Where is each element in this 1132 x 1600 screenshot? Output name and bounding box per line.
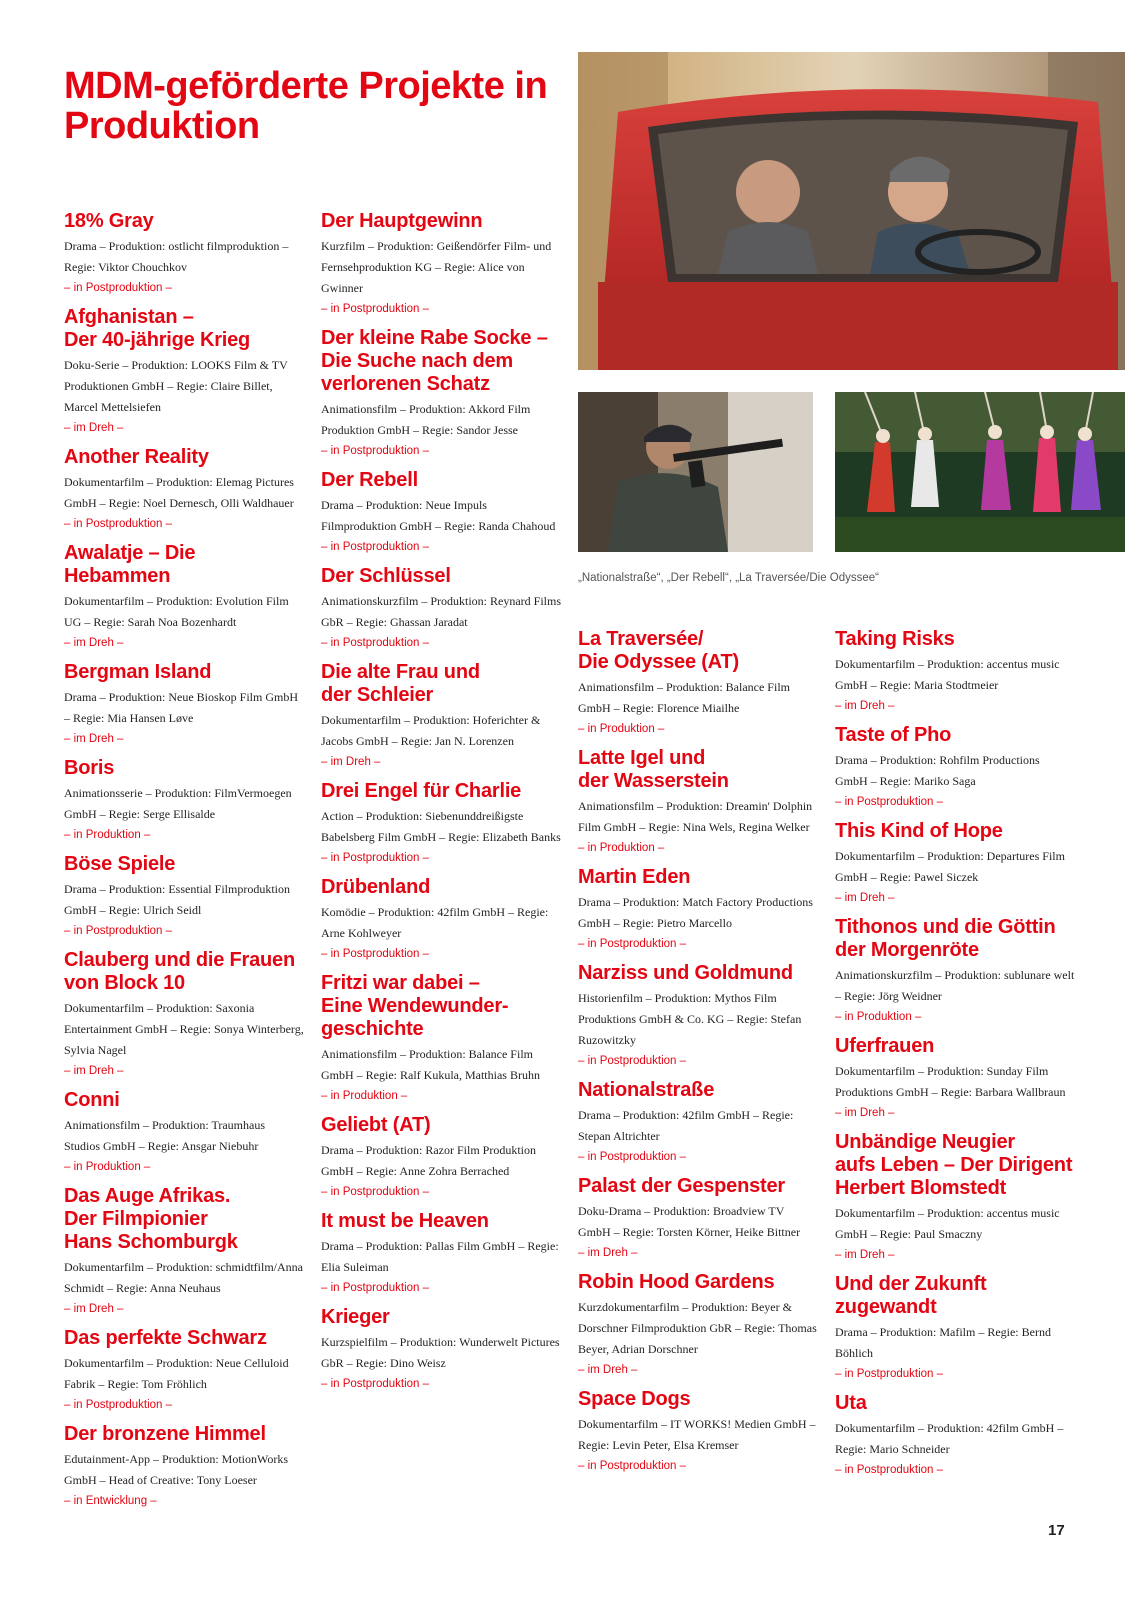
project-status: – in Postproduktion – bbox=[64, 518, 173, 530]
project-entry bbox=[321, 661, 561, 772]
project-title: La Traversée/ Die Odyssee (AT) bbox=[578, 628, 739, 673]
project-title: Das perfekte Schwarz bbox=[64, 1327, 267, 1349]
project-status: – im Dreh – bbox=[64, 637, 124, 649]
project-title: Uta bbox=[835, 1392, 867, 1414]
project-description: Animationskurzfilm – Produktion: sublunare welt – Regie: Jörg Weidner bbox=[835, 968, 1075, 1003]
project-description: Animationsfilm – Produktion: Akkord Film Produktion GmbH – Regie: Sandor Jesse bbox=[321, 402, 531, 437]
project-description: Drama – Produktion: Mafilm – Regie: Bernd Böhlich bbox=[835, 1325, 1051, 1360]
project-description: Dokumentarfilm – Produktion: Saxonia Entertainment GmbH – Regie: Sonya Winterberg, Sylvia Nagel bbox=[64, 1001, 304, 1057]
project-entry bbox=[64, 210, 304, 298]
project-entry bbox=[321, 469, 561, 557]
project-description: Drama – Produktion: Rohfilm Productions GmbH – Regie: Mariko Saga bbox=[835, 753, 1040, 788]
photo-rebel-scene bbox=[578, 392, 813, 552]
project-entry bbox=[64, 446, 304, 534]
page-title: MDM-geförderte Projekte in Produktion bbox=[64, 65, 548, 147]
project-description: Dokumentarfilm – Produktion: Sunday Film Produktions GmbH – Regie: Barbara Wallbraun bbox=[835, 1064, 1066, 1099]
project-entry bbox=[835, 628, 1075, 716]
project-title: Das Auge Afrikas. Der Filmpionier Hans Schomburgk bbox=[64, 1185, 238, 1253]
project-entry bbox=[578, 1175, 818, 1263]
project-status: – in Entwicklung – bbox=[64, 1495, 157, 1507]
project-entry bbox=[321, 972, 561, 1106]
project-entry bbox=[64, 1423, 304, 1511]
project-status: – im Dreh – bbox=[578, 1364, 638, 1376]
project-entry bbox=[64, 661, 304, 749]
photo-car-scene bbox=[578, 52, 1125, 370]
project-column-1 bbox=[64, 210, 304, 1519]
project-entry bbox=[578, 1079, 818, 1167]
project-entry bbox=[64, 1327, 304, 1415]
project-description: Historienfilm – Produktion: Mythos Film Produktions GmbH & Co. KG – Regie: Stefan Ruzowitzky bbox=[578, 991, 802, 1047]
project-entry bbox=[578, 747, 818, 858]
project-status: – im Dreh – bbox=[64, 1065, 124, 1077]
rebel-scene-image bbox=[578, 392, 813, 552]
project-status: – in Postproduktion – bbox=[578, 1055, 687, 1067]
project-status: – im Dreh – bbox=[835, 700, 895, 712]
project-description: Animationsfilm – Produktion: Balance Film GmbH – Regie: Florence Miailhe bbox=[578, 680, 790, 715]
project-description: Dokumentarfilm – Produktion: Hoferichter & Jacobs GmbH – Regie: Jan N. Lorenzen bbox=[321, 713, 541, 748]
project-status: – in Produktion – bbox=[578, 723, 665, 735]
project-status: – in Produktion – bbox=[64, 1161, 151, 1173]
project-title: Narziss und Goldmund bbox=[578, 962, 793, 984]
photo-caption: „Nationalstraße“, „Der Rebell“, „La Traversée/Die Odyssee“ bbox=[578, 572, 880, 584]
project-entry bbox=[64, 1089, 304, 1177]
project-entry bbox=[64, 949, 304, 1081]
project-title: Bergman Island bbox=[64, 661, 212, 683]
project-status: – in Postproduktion – bbox=[578, 938, 687, 950]
project-entry bbox=[835, 916, 1075, 1027]
project-description: Dokumentarfilm – Produktion: Evolution Film UG – Regie: Sarah Noa Bozenhardt bbox=[64, 594, 289, 629]
project-title: Nationalstraße bbox=[578, 1079, 715, 1101]
project-title: Clauberg und die Frauen von Block 10 bbox=[64, 949, 295, 994]
project-column-3 bbox=[578, 628, 818, 1484]
project-status: – im Dreh – bbox=[835, 1249, 895, 1261]
project-title: Taking Risks bbox=[835, 628, 955, 650]
project-status: – in Postproduktion – bbox=[321, 948, 430, 960]
project-title: 18% Gray bbox=[64, 210, 154, 232]
project-status: – in Postproduktion – bbox=[835, 796, 944, 808]
project-description: Drama – Produktion: 42film GmbH – Regie: Stepan Altrichter bbox=[578, 1108, 794, 1143]
project-description: Animationskurzfilm – Produktion: Reynard Films GbR – Regie: Ghassan Jaradat bbox=[321, 594, 561, 629]
project-status: – im Dreh – bbox=[64, 1303, 124, 1315]
project-description: Dokumentarfilm – IT WORKS! Medien GmbH – Regie: Levin Peter, Elsa Kremser bbox=[578, 1417, 816, 1452]
project-status: – im Dreh – bbox=[835, 892, 895, 904]
project-description: Drama – Produktion: Neue Impuls Filmproduktion GmbH – Regie: Randa Chahoud bbox=[321, 498, 556, 533]
project-description: Action – Produktion: Siebenunddreißigste Babelsberg Film GmbH – Regie: Elizabeth Banks bbox=[321, 809, 561, 844]
odyssey-scene-image bbox=[835, 392, 1125, 552]
project-title: Martin Eden bbox=[578, 866, 691, 888]
project-title: It must be Heaven bbox=[321, 1210, 489, 1232]
project-title: Der Rebell bbox=[321, 469, 418, 491]
project-description: Animationsserie – Produktion: FilmVermoegen GmbH – Regie: Serge Ellisalde bbox=[64, 786, 292, 821]
project-description: Kurzdokumentarfilm – Produktion: Beyer & Dorschner Filmproduktion GbR – Regie: Thomas Beyer, Adrian Dorschner bbox=[578, 1300, 817, 1356]
project-title: Der Schlüssel bbox=[321, 565, 451, 587]
project-description: Animationsfilm – Produktion: Traumhaus Studios GmbH – Regie: Ansgar Niebuhr bbox=[64, 1118, 266, 1153]
project-entry bbox=[64, 757, 304, 845]
project-entry bbox=[835, 1273, 1075, 1384]
project-title: Taste of Pho bbox=[835, 724, 952, 746]
project-status: – im Dreh – bbox=[835, 1107, 895, 1119]
project-entry bbox=[321, 1306, 561, 1394]
project-title: Unbändige Neugier aufs Leben – Der Dirigent Herbert Blomstedt bbox=[835, 1131, 1073, 1199]
project-title: Awalatje – Die Hebammen bbox=[64, 542, 196, 587]
project-title: Another Reality bbox=[64, 446, 209, 468]
project-entry bbox=[321, 1210, 561, 1298]
project-entry bbox=[578, 866, 818, 954]
project-title: Robin Hood Gardens bbox=[578, 1271, 775, 1293]
project-status: – in Postproduktion – bbox=[835, 1464, 944, 1476]
project-status: – in Postproduktion – bbox=[321, 637, 430, 649]
project-column-4 bbox=[835, 628, 1075, 1488]
project-entry bbox=[578, 628, 818, 739]
project-entry bbox=[578, 962, 818, 1071]
project-entry bbox=[64, 306, 304, 438]
project-entry bbox=[578, 1388, 818, 1476]
project-title: Space Dogs bbox=[578, 1388, 691, 1410]
project-description: Doku-Serie – Produktion: LOOKS Film & TV Produktionen GmbH – Regie: Claire Billet, Marcel Mettelsiefen bbox=[64, 358, 288, 414]
project-description: Komödie – Produktion: 42film GmbH – Regie: Arne Kohlweyer bbox=[321, 905, 549, 940]
page-number: 17 bbox=[1048, 1522, 1065, 1539]
project-title: This Kind of Hope bbox=[835, 820, 1003, 842]
project-description: Edutainment-App – Produktion: MotionWorks GmbH – Head of Creative: Tony Loeser bbox=[64, 1452, 289, 1487]
project-status: – in Produktion – bbox=[321, 1090, 408, 1102]
project-title: Tithonos und die Göttin der Morgenröte bbox=[835, 916, 1056, 961]
project-title: Und der Zukunft zugewandt bbox=[835, 1273, 987, 1318]
project-description: Dokumentarfilm – Produktion: schmidtfilm/Anna Schmidt – Regie: Anna Neuhaus bbox=[64, 1260, 303, 1295]
project-description: Drama – Produktion: Pallas Film GmbH – Regie: Elia Suleiman bbox=[321, 1239, 559, 1274]
project-status: – in Postproduktion – bbox=[321, 445, 430, 457]
project-status: – im Dreh – bbox=[321, 756, 381, 768]
project-description: Kurzfilm – Produktion: Geißendörfer Film- und Fernsehproduktion KG – Regie: Alice von Gwinner bbox=[321, 239, 552, 295]
project-description: Drama – Produktion: Match Factory Productions GmbH – Regie: Pietro Marcello bbox=[578, 895, 813, 930]
project-title: Die alte Frau und der Schleier bbox=[321, 661, 480, 706]
project-entry bbox=[64, 542, 304, 653]
project-entry bbox=[835, 1035, 1075, 1123]
car-scene-image bbox=[578, 52, 1125, 370]
project-status: – in Postproduktion – bbox=[321, 1186, 430, 1198]
project-status: – in Produktion – bbox=[64, 829, 151, 841]
project-description: Dokumentarfilm – Produktion: accentus music GmbH – Regie: Paul Smaczny bbox=[835, 1206, 1060, 1241]
project-description: Kurzspielfilm – Produktion: Wunderwelt Pictures GbR – Regie: Dino Weisz bbox=[321, 1335, 560, 1370]
project-title: Boris bbox=[64, 757, 115, 779]
project-status: – in Produktion – bbox=[578, 842, 665, 854]
project-title: Der Hauptgewinn bbox=[321, 210, 483, 232]
project-status: – in Postproduktion – bbox=[64, 282, 173, 294]
project-title: Der bronzene Himmel bbox=[64, 1423, 266, 1445]
project-status: – in Postproduktion – bbox=[835, 1368, 944, 1380]
project-description: Drama – Produktion: Neue Bioskop Film GmbH – Regie: Mia Hansen Løve bbox=[64, 690, 298, 725]
project-title: Geliebt (AT) bbox=[321, 1114, 431, 1136]
project-status: – in Postproduktion – bbox=[64, 925, 173, 937]
project-title: Conni bbox=[64, 1089, 120, 1111]
project-description: Drama – Produktion: ostlicht filmproduktion – Regie: Viktor Chouchkov bbox=[64, 239, 289, 274]
project-status: – in Postproduktion – bbox=[578, 1460, 687, 1472]
project-status: – in Postproduktion – bbox=[321, 1378, 430, 1390]
project-entry bbox=[835, 820, 1075, 908]
project-title: Böse Spiele bbox=[64, 853, 176, 875]
project-entry bbox=[321, 565, 561, 653]
project-column-2 bbox=[321, 210, 561, 1402]
project-entry bbox=[64, 853, 304, 941]
project-description: Dokumentarfilm – Produktion: Departures Film GmbH – Regie: Pawel Siczek bbox=[835, 849, 1065, 884]
photo-odyssey-scene bbox=[835, 392, 1125, 552]
project-title: Drei Engel für Charlie bbox=[321, 780, 522, 802]
project-title: Uferfrauen bbox=[835, 1035, 935, 1057]
project-status: – im Dreh – bbox=[64, 422, 124, 434]
project-entry bbox=[321, 876, 561, 964]
project-title: Der kleine Rabe Socke – Die Suche nach dem verlorenen Schatz bbox=[321, 327, 548, 395]
project-status: – in Produktion – bbox=[835, 1011, 922, 1023]
project-status: – in Postproduktion – bbox=[578, 1151, 687, 1163]
project-status: – im Dreh – bbox=[64, 733, 124, 745]
project-entry bbox=[835, 1392, 1075, 1480]
project-status: – in Postproduktion – bbox=[321, 303, 430, 315]
project-description: Doku-Drama – Produktion: Broadview TV GmbH – Regie: Torsten Körner, Heike Bittner bbox=[578, 1204, 801, 1239]
project-status: – in Postproduktion – bbox=[321, 541, 430, 553]
project-entry bbox=[321, 327, 561, 461]
project-description: Dokumentarfilm – Produktion: accentus music GmbH – Regie: Maria Stodtmeier bbox=[835, 657, 1060, 692]
project-status: – in Postproduktion – bbox=[64, 1399, 173, 1411]
project-entry bbox=[835, 724, 1075, 812]
project-title: Drübenland bbox=[321, 876, 431, 898]
project-entry bbox=[64, 1185, 304, 1319]
project-entry bbox=[578, 1271, 818, 1380]
project-description: Dokumentarfilm – Produktion: Elemag Pictures GmbH – Regie: Noel Dernesch, Olli Waldhauer bbox=[64, 475, 294, 510]
project-title: Latte Igel und der Wasserstein bbox=[578, 747, 729, 792]
project-status: – in Postproduktion – bbox=[321, 1282, 430, 1294]
project-entry bbox=[835, 1131, 1075, 1265]
project-status: – in Postproduktion – bbox=[321, 852, 430, 864]
project-description: Dokumentarfilm – Produktion: Neue Celluloid Fabrik – Regie: Tom Fröhlich bbox=[64, 1356, 289, 1391]
project-entry bbox=[321, 210, 561, 319]
project-description: Animationsfilm – Produktion: Dreamin' Dolphin Film GmbH – Regie: Nina Wels, Regina Welker bbox=[578, 799, 813, 834]
project-description: Animationsfilm – Produktion: Balance Film GmbH – Regie: Ralf Kukula, Matthias Bruhn bbox=[321, 1047, 540, 1082]
project-title: Palast der Gespenster bbox=[578, 1175, 786, 1197]
project-description: Drama – Produktion: Essential Filmproduktion GmbH – Regie: Ulrich Seidl bbox=[64, 882, 290, 917]
project-title: Fritzi war dabei – Eine Wendewunder- geschichte bbox=[321, 972, 509, 1040]
project-status: – im Dreh – bbox=[578, 1247, 638, 1259]
project-description: Dokumentarfilm – Produktion: 42film GmbH – Regie: Mario Schneider bbox=[835, 1421, 1064, 1456]
project-title: Krieger bbox=[321, 1306, 390, 1328]
project-entry bbox=[321, 780, 561, 868]
project-entry bbox=[321, 1114, 561, 1202]
project-description: Drama – Produktion: Razor Film Produktion GmbH – Regie: Anne Zohra Berrached bbox=[321, 1143, 536, 1178]
project-title: Afghanistan – Der 40-jährige Krieg bbox=[64, 306, 251, 351]
